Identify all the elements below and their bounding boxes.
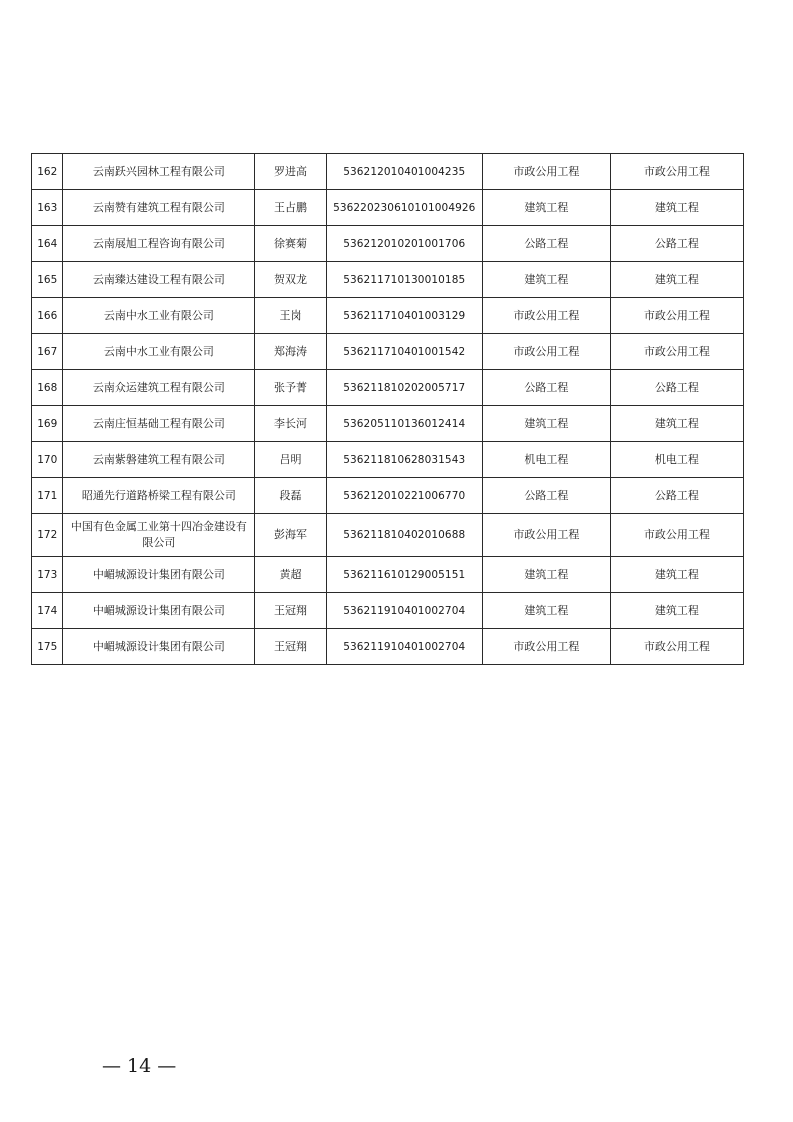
row-number: 171 <box>32 478 63 514</box>
row-number: 163 <box>32 190 63 226</box>
person-name: 吕明 <box>255 442 326 478</box>
row-number: 173 <box>32 557 63 593</box>
company-name: 云南紫磐建筑工程有限公司 <box>63 442 255 478</box>
person-name: 王占鹏 <box>255 190 326 226</box>
certificate-number: 536212010221006770 <box>326 478 482 514</box>
registered-field: 市政公用工程 <box>610 514 743 557</box>
registered-field: 市政公用工程 <box>610 154 743 190</box>
row-number: 170 <box>32 442 63 478</box>
major-field: 市政公用工程 <box>482 514 610 557</box>
company-name: 云南臻达建设工程有限公司 <box>63 262 255 298</box>
table-row <box>32 442 744 478</box>
registered-field: 公路工程 <box>610 478 743 514</box>
company-name: 云南跃兴园林工程有限公司 <box>63 154 255 190</box>
major-field: 公路工程 <box>482 226 610 262</box>
records-table <box>31 153 744 665</box>
row-number: 165 <box>32 262 63 298</box>
person-name: 王岗 <box>255 298 326 334</box>
person-name: 罗进高 <box>255 154 326 190</box>
row-number: 174 <box>32 593 63 629</box>
certificate-number: 536211810202005717 <box>326 370 482 406</box>
person-name: 张予菁 <box>255 370 326 406</box>
table-row <box>32 406 744 442</box>
row-number: 162 <box>32 154 63 190</box>
person-name: 王冠翔 <box>255 593 326 629</box>
person-name: 王冠翔 <box>255 629 326 665</box>
company-name: 云南中水工业有限公司 <box>63 298 255 334</box>
major-field: 建筑工程 <box>482 190 610 226</box>
certificate-number: 536211710401001542 <box>326 334 482 370</box>
registered-field: 市政公用工程 <box>610 629 743 665</box>
registered-field: 公路工程 <box>610 226 743 262</box>
major-field: 建筑工程 <box>482 557 610 593</box>
table-row <box>32 334 744 370</box>
major-field: 市政公用工程 <box>482 154 610 190</box>
certificate-number: 536211810628031543 <box>326 442 482 478</box>
registered-field: 建筑工程 <box>610 406 743 442</box>
major-field: 机电工程 <box>482 442 610 478</box>
table-row <box>32 370 744 406</box>
major-field: 公路工程 <box>482 478 610 514</box>
table-row <box>32 262 744 298</box>
major-field: 市政公用工程 <box>482 629 610 665</box>
registered-field: 机电工程 <box>610 442 743 478</box>
person-name: 段磊 <box>255 478 326 514</box>
table-row <box>32 226 744 262</box>
page-number: — 14 — <box>102 1055 177 1077</box>
major-field: 公路工程 <box>482 370 610 406</box>
company-name: 云南庄恒基础工程有限公司 <box>63 406 255 442</box>
certificate-number: 536211610129005151 <box>326 557 482 593</box>
row-number: 168 <box>32 370 63 406</box>
company-name: 云南中水工业有限公司 <box>63 334 255 370</box>
certificate-number: 53622023061010​1004926 <box>326 190 482 226</box>
table-row <box>32 557 744 593</box>
company-name: 云南赞有建筑工程有限公司 <box>63 190 255 226</box>
major-field: 建筑工程 <box>482 406 610 442</box>
person-name: 贺双龙 <box>255 262 326 298</box>
table-row <box>32 298 744 334</box>
registered-field: 市政公用工程 <box>610 298 743 334</box>
certificate-number: 536211910401002704 <box>326 629 482 665</box>
company-name: 中嵋城源设计集团有限公司 <box>63 593 255 629</box>
certificate-number: 536212010201001706 <box>326 226 482 262</box>
company-name: 中国有色金属工业第十四冶金建设有限公司 <box>63 514 255 557</box>
certificate-number: 536211710401003129 <box>326 298 482 334</box>
row-number: 169 <box>32 406 63 442</box>
certificate-number: 536211910401002704 <box>326 593 482 629</box>
row-number: 166 <box>32 298 63 334</box>
certificate-number: 536205110136012414 <box>326 406 482 442</box>
person-name: 李长河 <box>255 406 326 442</box>
table-row <box>32 154 744 190</box>
registered-field: 公路工程 <box>610 370 743 406</box>
row-number: 172 <box>32 514 63 557</box>
company-name: 昭通先行道路桥梁工程有限公司 <box>63 478 255 514</box>
table-row <box>32 478 744 514</box>
person-name: 郑海涛 <box>255 334 326 370</box>
major-field: 建筑工程 <box>482 593 610 629</box>
registered-field: 市政公用工程 <box>610 334 743 370</box>
major-field: 市政公用工程 <box>482 298 610 334</box>
registered-field: 建筑工程 <box>610 593 743 629</box>
person-name: 彭海军 <box>255 514 326 557</box>
registered-field: 建筑工程 <box>610 190 743 226</box>
table-row <box>32 514 744 557</box>
certificate-number: 536211810402010688 <box>326 514 482 557</box>
table-row <box>32 190 744 226</box>
registered-field: 建筑工程 <box>610 262 743 298</box>
company-name: 中嵋城源设计集团有限公司 <box>63 557 255 593</box>
company-name: 中嵋城源设计集团有限公司 <box>63 629 255 665</box>
company-name: 云南众运建筑工程有限公司 <box>63 370 255 406</box>
row-number: 164 <box>32 226 63 262</box>
row-number: 167 <box>32 334 63 370</box>
major-field: 市政公用工程 <box>482 334 610 370</box>
person-name: 徐赛菊 <box>255 226 326 262</box>
person-name: 黄超 <box>255 557 326 593</box>
registered-field: 建筑工程 <box>610 557 743 593</box>
table-row <box>32 593 744 629</box>
table-row <box>32 629 744 665</box>
certificate-number: 536211710130010185 <box>326 262 482 298</box>
company-name: 云南展旭工程咨询有限公司 <box>63 226 255 262</box>
major-field: 建筑工程 <box>482 262 610 298</box>
certificate-number: 536212010401004235 <box>326 154 482 190</box>
row-number: 175 <box>32 629 63 665</box>
